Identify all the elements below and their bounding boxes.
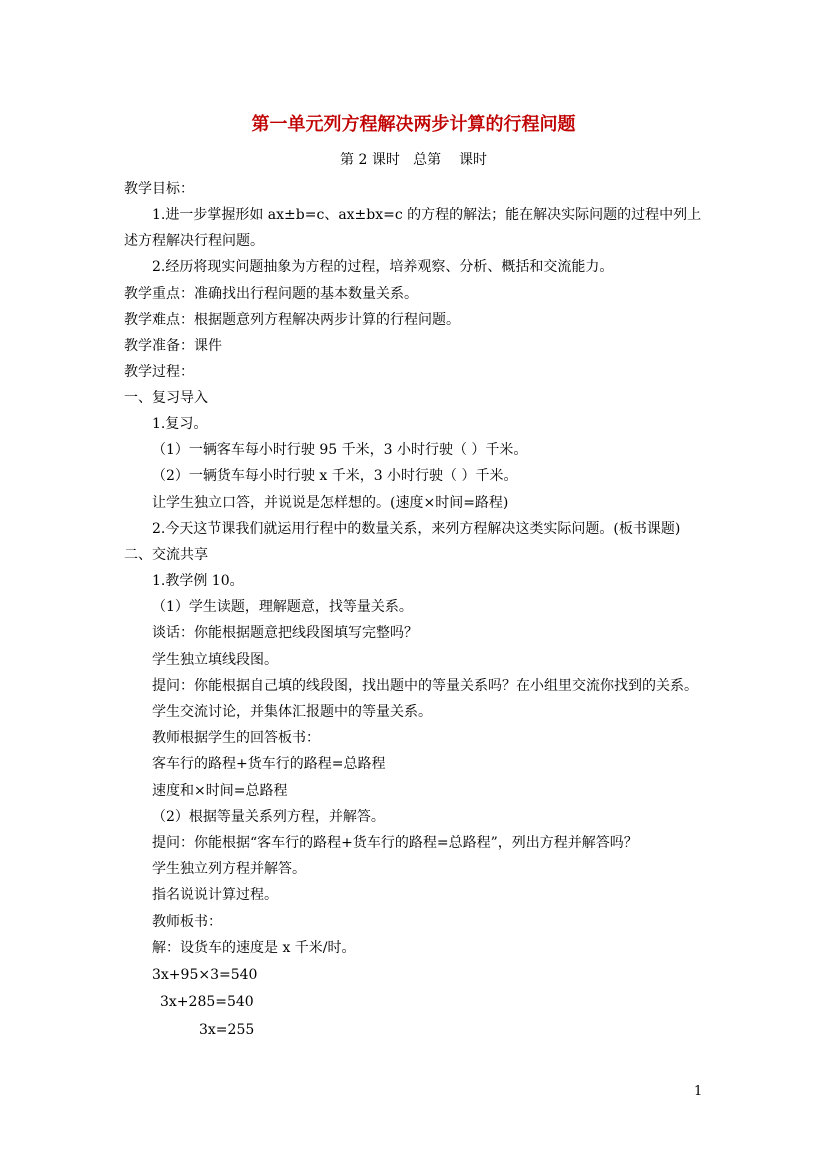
paragraph-example-10: 1.教学例 10。 [152, 573, 244, 589]
section-heading-share: 二、交流共享 [124, 547, 208, 563]
paragraph-talk: 谈话：你能根据题意把线段图填写完整吗？ [152, 625, 418, 641]
paragraph-solution-setup: 解：设货车的速度是 x 千米/时。 [152, 940, 356, 956]
paragraph-explain-process: 指名说说计算过程。 [152, 887, 278, 903]
paragraph-question-relation: 提问：你能根据自己填的线段图，找出题中的等量关系吗？在小组里交流你找到的关系。 [152, 678, 698, 694]
paragraph-preparation: 教学准备：课件 [124, 338, 222, 354]
paragraph-board-writing: 教师板书： [152, 914, 222, 930]
paragraph-solve-alone: 学生独立列方程并解答。 [152, 861, 306, 877]
equation-line-1: 3x+95×3=540 [152, 967, 258, 983]
paragraph-key-point: 教学重点：准确找出行程问题的基本数量关系。 [124, 286, 418, 302]
paragraph-difficulty: 教学难点：根据题意列方程解决两步计算的行程问题。 [124, 312, 460, 328]
paragraph-review: 1.复习。 [152, 416, 208, 432]
paragraph-relation-2: 速度和×时间=总路程 [152, 783, 288, 799]
paragraph-teacher-writes: 教师根据学生的回答板书： [152, 730, 320, 746]
lesson-subtitle: 第 2 课时 总第 课时 [340, 152, 487, 168]
paragraph-question-2: （2）一辆货车每小时行驶 x 千米，3 小时行驶（ ）千米。 [152, 468, 518, 484]
paragraph-oral-answer: 让学生独立口答，并说说是怎样想的。(速度×时间=路程) [152, 495, 509, 511]
section-heading-process: 教学过程： [124, 364, 194, 380]
page-number: 1 [694, 1084, 703, 1099]
paragraph-objective-2: 2.经历将现实问题抽象为方程的过程，培养观察、分析、概括和交流能力。 [152, 259, 614, 275]
paragraph-read-problem: （1）学生读题，理解题意，找等量关系。 [152, 599, 413, 615]
paragraph-question-1: （1）一辆客车每小时行驶 95 千米，3 小时行驶（ ）千米。 [152, 442, 528, 458]
section-heading-review: 一、复习导入 [124, 390, 208, 406]
paragraph-discussion: 学生交流讨论，并集体汇报题中的等量关系。 [152, 704, 432, 720]
paragraph-step-2: （2）根据等量关系列方程，并解答。 [152, 809, 385, 825]
equation-line-2: 3x+285=540 [160, 994, 254, 1010]
paragraph-fill-diagram: 学生独立填线段图。 [152, 652, 278, 668]
paragraph-question-equation: 提问：你能根据“客车行的路程+货车行的路程=总路程”，列出方程并解答吗？ [152, 835, 638, 851]
paragraph-relation-1: 客车行的路程+货车行的路程=总路程 [152, 756, 386, 772]
paragraph-objective-1: 1.进一步掌握形如 ax±b=c、ax±bx=c 的方程的解法；能在解决实际问题的过程中列上 [152, 207, 702, 223]
equation-line-3: 3x=255 [199, 1022, 255, 1038]
paragraph-objective-1-cont: 述方程解决行程问题。 [124, 233, 264, 249]
section-heading-objectives: 教学目标： [124, 181, 194, 197]
paragraph-introduce-topic: 2.今天这节课我们就运用行程中的数量关系，来列方程解决这类实际问题。(板书课题) [152, 521, 681, 537]
document-title: 第一单元列方程解决两步计算的行程问题 [251, 114, 576, 135]
